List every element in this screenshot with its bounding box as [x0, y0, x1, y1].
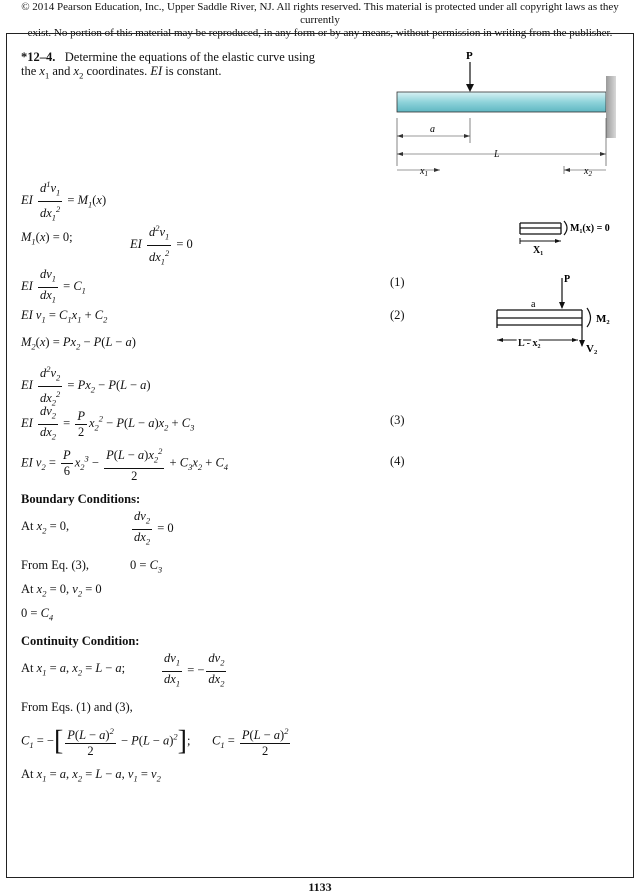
- equation-moment-1: $M_1(x) = 0$;: [21, 230, 73, 247]
- sketch2-shear-label: V₂: [586, 343, 598, 355]
- equation-number-3: (3): [390, 413, 405, 427]
- equation-slope-1: EI $\frac{dv_1}{dx_1}$ = $C_1$: [21, 267, 86, 304]
- continuity-condition-2: At $x_1 = a$, $x_2 = L - a$, $v_1 = v_2$: [21, 767, 161, 784]
- result-c1-expression: $C_1$ = −[ $\frac{P(L - a)^2}{2}$ − $P(L - a)^2$];: [21, 725, 191, 759]
- equation-curvature-1: EI $\frac{d^1v_1}{dx_1^2}$ = $M_1(x)$: [21, 179, 107, 223]
- load-arrow-head: [466, 84, 474, 92]
- from-eqs-text: From Eqs. (1) and (3),: [21, 700, 133, 714]
- copyright-line-1: © 2014 Pearson Education, Inc., Upper Saddle River, NJ. All rights reserved. This material is protected under all copyright laws as they currently: [21, 1, 619, 26]
- boundary-condition-1-slope: $\frac{dv_2}{dx_2}$ = 0: [134, 509, 174, 546]
- problem-number: *12–4.: [21, 50, 56, 64]
- problem-statement: *12–4. Determine the equations of the elastic curve using the $x_1$ and $x_2$ coordinates. EI is constant.: [21, 50, 316, 81]
- page-number: 1133: [308, 880, 332, 894]
- coord-x1-label: $x_1$: [420, 166, 428, 178]
- continuity-condition-1-slopes: $\frac{dv_1}{dx_1}$ = − $\frac{dv_2}{dx_2}$: [164, 651, 225, 688]
- result-c3: From Eq. (3),: [21, 558, 90, 572]
- continuity-condition-1: At $x_1 = a$, $x_2 = L - a$;: [21, 661, 126, 678]
- free-body-sketch-2: [490, 270, 630, 360]
- equation-moment-2: $M_2(x) = Px_2 - P(L - a)$: [21, 335, 136, 352]
- copyright-line-2: exist. No portion of this material may be reproduced, in any form or by any means, without permission in writing from the publisher.: [27, 27, 613, 39]
- sketch2-load-label: P: [564, 274, 571, 285]
- result-c3-value: $0 = C_3$: [130, 558, 163, 575]
- heading-boundary-conditions: Boundary Conditions:: [21, 492, 141, 506]
- equation-number-1: (1): [390, 275, 405, 289]
- sketch2-a-label: a: [531, 299, 536, 310]
- beam-figure: [380, 48, 620, 188]
- equation-number-4: (4): [390, 454, 405, 468]
- free-body-sketch-1: [515, 215, 635, 255]
- fixed-wall: [606, 76, 616, 138]
- problem-text-1: Determine the equations of the elastic curve using: [64, 50, 316, 64]
- load-label: P: [466, 50, 473, 62]
- sketch2-moment-label: M₂: [596, 313, 610, 325]
- result-c4: $0 = C_4$: [21, 606, 54, 623]
- equation-slope-2: EI $\frac{dv_2}{dx_2}$ = $\frac{P}{2}$ $x_2^2 - P(L - a)x_2 + C_3$: [21, 404, 195, 441]
- equation-curvature-2: EI $\frac{d^2v_2}{dx_2^2}$ = $Px_2 - P(L - a)$: [21, 364, 151, 408]
- equation-curvature-1-zero: EI $\frac{d^2v_1}{dx_1^2}$ = 0: [130, 223, 193, 267]
- equation-number-2: (2): [390, 308, 405, 322]
- dim-L-label: L: [494, 149, 500, 160]
- sketch2-length-label: L - x₂: [518, 338, 541, 349]
- equation-deflection-2: EI $v_2$ = $\frac{P}{6}$ $x_2^3$ − $\frac{P(L - a)x_2^2}{2}$ + $C_3x_2 + C_4$: [21, 446, 229, 483]
- heading-continuity-condition: Continuity Condition:: [21, 634, 140, 648]
- boundary-condition-1: At $x_2 = 0$,: [21, 519, 70, 536]
- sketch1-x-label: X₁: [533, 245, 544, 255]
- result-c1-value: $C_1$ = $\frac{P(L - a)^2}{2}$: [212, 726, 289, 759]
- beam: [397, 92, 606, 112]
- equation-deflection-1: EI $v_1 = C_1x_1 + C_2$: [21, 308, 108, 325]
- coord-x2-label: $x_2$: [584, 166, 592, 178]
- dim-a-label: a: [430, 124, 435, 135]
- boundary-condition-2: At $x_2 = 0$, $v_2 = 0$: [21, 582, 102, 599]
- sketch1-moment-label: M₁(x) = 0: [570, 223, 610, 234]
